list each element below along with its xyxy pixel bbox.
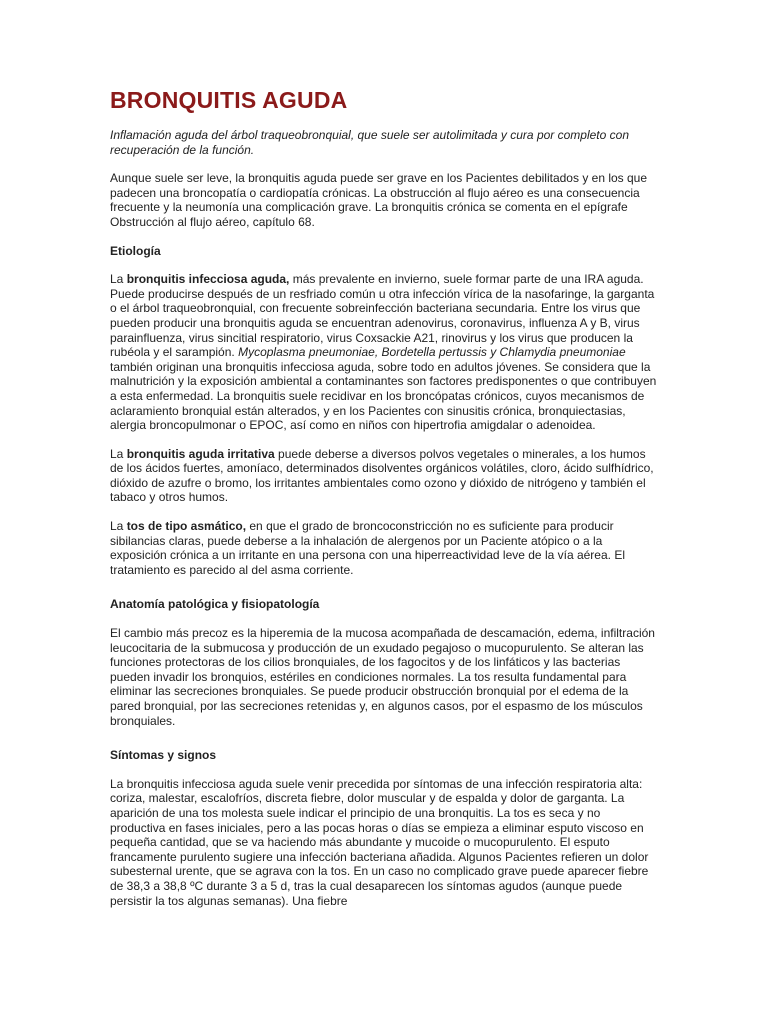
section-heading-sintomas: Síntomas y signos [110, 748, 217, 763]
text-run: La [110, 446, 127, 461]
bold-term: tos de tipo asmático, [126, 519, 247, 534]
text-run: La [110, 272, 127, 287]
etiologia-paragraph-2 [110, 447, 658, 505]
bold-term: bronquitis infecciosa aguda, [126, 272, 290, 287]
text-run: puede deberse a diversos polvos vegetales o minerales, a los humos de los ácidos fuertes, amoníaco, determinados disolventes orgánicos volátiles, cloro, ácido sulfhídrico, dióxido de azufre o bromo, los irritantes ambientales como ozono y dióxido de nitrógeno y también el tabaco y otros humos. [110, 446, 654, 505]
section-heading-anatomia: Anatomía patológica y fisiopatología [110, 597, 320, 612]
etiologia-paragraph-3 [110, 519, 658, 577]
section-heading-etiologia: Etiología [110, 243, 161, 258]
sintomas-paragraph: La bronquitis infecciosa aguda suele venir precedida por síntomas de una infección respiratoria alta: coriza, malestar, escalofríos, discreta fiebre, dolor muscular y de espalda y dolor de garganta. La aparición de una tos molesta suele indicar el principio de una bronquitis. La tos es seca y no productiva en fases iniciales, pero a las pocas horas o días se empieza a eliminar esputo viscoso en pequeña cantidad, que se va haciendo más abundante y mucoide o mucopurulento. El esputo francamente purulento sugiere una infección bacteriana añadida. Algunos Pacientes refieren un dolor subesternal urente, que se agrava con la tos. En un caso no complicado grave puede aparecer fiebre de 38,3 a 38,8 ºC durante 3 a 5 d, tras la cual desaparecen los síntomas agudos (aunque puede persistir la tos algunas semanas). Una fiebre [110, 776, 649, 908]
subtitle: Inflamación aguda del árbol traqueobronquial, que suele ser autolimitada y cura por completo con recuperación de la función. [110, 128, 629, 157]
text-run: también originan una bronquitis infecciosa aguda, sobre todo en adultos jóvenes. Se considera que la malnutrición y la exposición ambiental a contaminantes son factores predisponentes o que contribuyen a esta enfermedad. La bronquitis suele recidivar en los broncópatas crónicos, cuyos mecanismos de aclaramiento bronquial están alterados, y en los Pacientes con sinusitis crónica, bronquiectasias, alergia broncopulmonar o EPOC, así como en niños con hipertrofia amigdalar o adenoidea. [110, 359, 657, 433]
text-run: La [110, 519, 127, 534]
text-run: en que el grado de broncoconstricción no es suficiente para producir sibilancias claras, puede deberse a la inhalación de alergenos por un Paciente atópico o a la exposición crónica a un irritante en una persona con una hiperreactividad leve de la vía aérea. El tratamiento es parecido al del asma corriente. [110, 519, 625, 577]
page-title: BRONQUITIS AGUDA [110, 87, 348, 113]
intro-paragraph: Aunque suele ser leve, la bronquitis aguda puede ser grave en los Pacientes debilitados y en los que padecen una broncopatía o cardiopatía crónicas. La obstrucción al flujo aéreo es una consecuencia frecuente y la neumonía una complicación grave. La bronquitis crónica se comenta en el epígrafe Obstrucción al flujo aéreo, capítulo 68. [110, 171, 648, 229]
anatomia-paragraph: El cambio más precoz es la hiperemia de la mucosa acompañada de descamación, edema, infiltración leucocitaria de la submucosa y producción de un exudado pegajoso o mucopurulento. Se alteran las funciones protectoras de los cilios bronquiales, de los fagocitos y de los linfáticos y las bacterias pueden invadir los bronquios, estériles en condiciones normales. La tos resulta fundamental para eliminar las secreciones bronquiales. Se puede producir obstrucción bronquial por el edema de la pared bronquial, por las secreciones retenidas y, en algunos casos, por el espasmo de los músculos bronquiales. [110, 626, 655, 728]
document-page [110, 86, 658, 908]
italic-species: Mycoplasma pneumoniae, Bordetella pertussis y Chlamydia pneumoniae [238, 345, 626, 360]
bold-term: bronquitis aguda irritativa [126, 446, 275, 461]
etiologia-paragraph-1 [110, 272, 658, 433]
text-run: más prevalente en invierno, suele formar parte de una IRA aguda. Puede producirse después de un resfriado común u otra infección vírica de la nasofaringe, la garganta o el árbol traqueobronquial, con frecuente sobreinfección bacteriana secundaria. Entre los virus que pueden producir una bronquitis aguda se encuentran adenovirus, coronavirus, influenza A y B, virus parainfluenza, virus sincitial respiratorio, virus Coxsackie A21, rinovirus y los virus que producen la rubéola y el sarampión. [110, 272, 655, 360]
